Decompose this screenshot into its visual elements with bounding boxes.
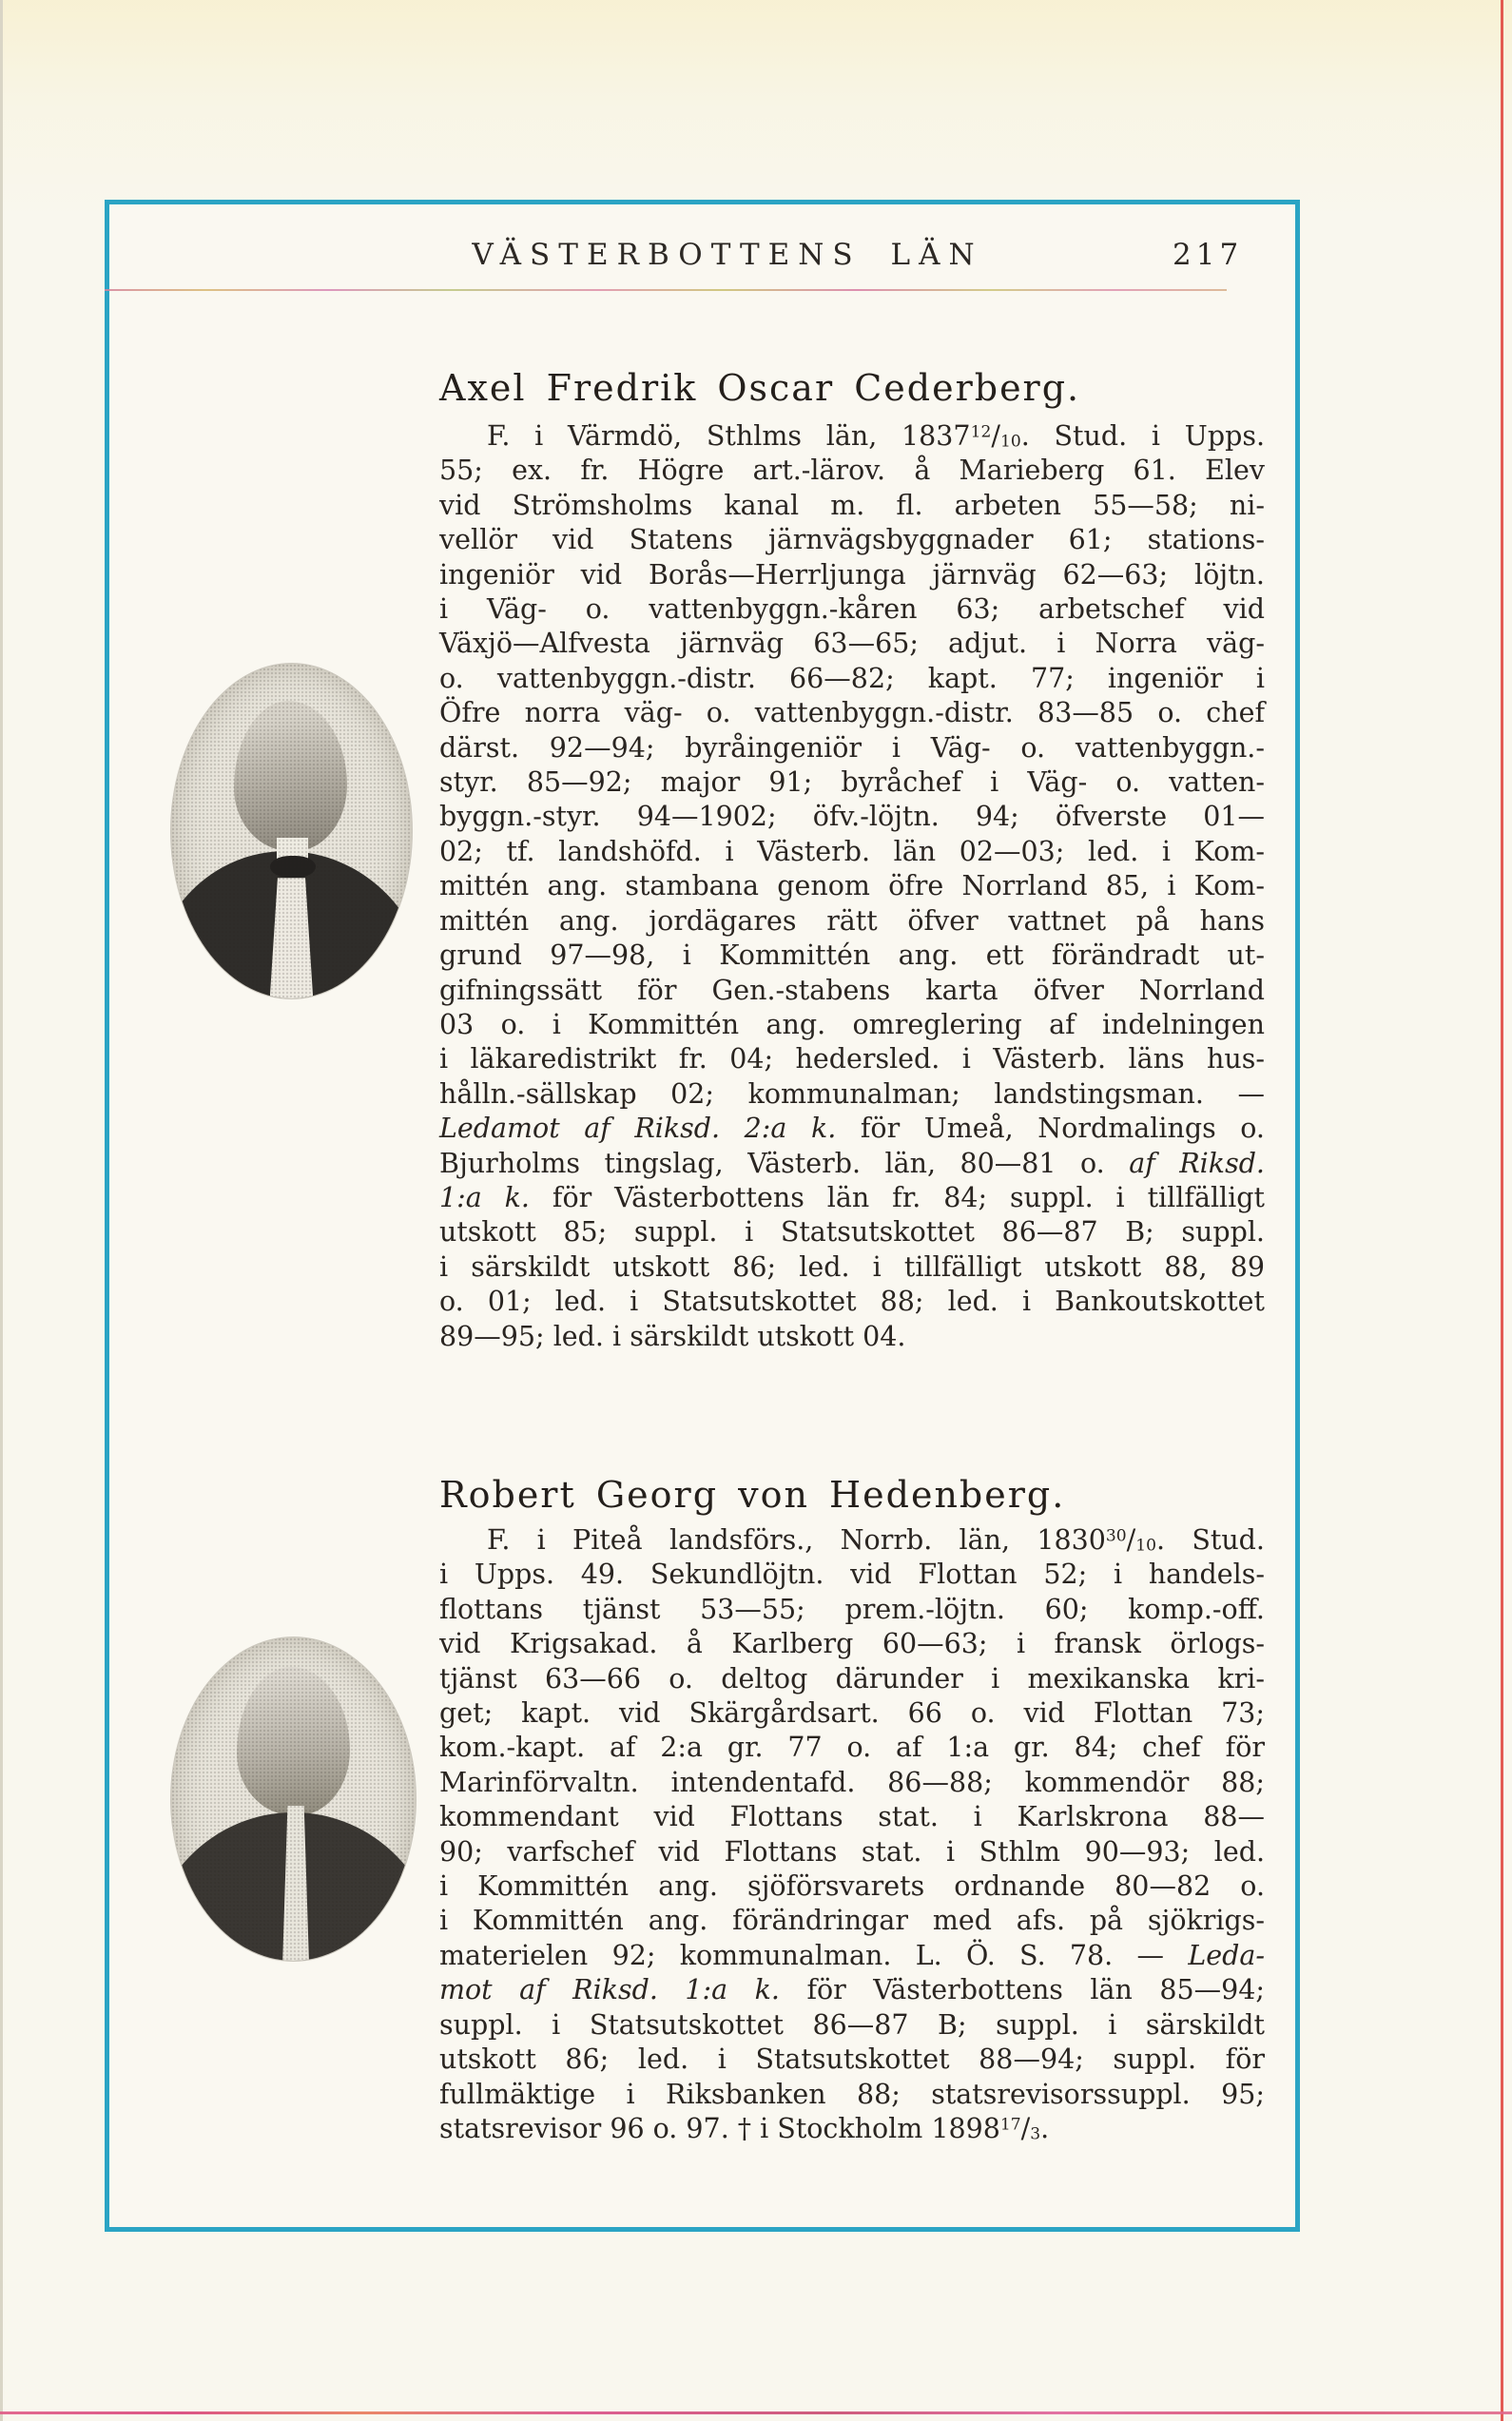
book-edge-line [1501, 0, 1503, 2421]
date-fraction: $^{12}/_{10}$ [970, 420, 1021, 452]
halftone-texture [171, 1637, 416, 1961]
text-line: o. vattenbyggn.-distr. 66—82; kapt. 77; ingeniör i [439, 662, 1265, 694]
text-line: ingeniör vid Borås—Herrljunga järnväg 62—63; löjtn. [439, 558, 1265, 591]
text-line: styr. 85—92; major 91; byråchef i Väg- o. vatten- [439, 766, 1265, 799]
text-line: byggn.-styr. 94—1902; öfv.-löjtn. 94; öfverste 01— [439, 801, 1265, 833]
text-line: Marinförvaltn. intendentafd. 86—88; kommendör 88; [439, 1766, 1265, 1798]
text-line: vellör vid Statens järnvägsbyggnader 61; stations- [439, 524, 1265, 556]
text-line: vid Strömsholms kanal m. fl. arbeten 55—58; ni- [439, 489, 1265, 521]
text-line: därst. 92—94; byråingeniör i Väg- o. vattenbyggn.- [439, 731, 1265, 764]
text-line: gifningssätt för Gen.-stabens karta öfver Norrland [439, 974, 1265, 1006]
text-line: materielen 92; kommunalman. L. Ö. S. 78. — Leda- [439, 1939, 1265, 1971]
date-fraction: $^{30}/_{10}$ [1105, 1524, 1157, 1556]
halftone-texture [171, 664, 412, 998]
text-line: 90; varfschef vid Flottans stat. i Sthlm 90—93; led. [439, 1835, 1265, 1868]
text-line: o. 01; led. i Statsutskottet 88; led. i Bankoutskottet [439, 1286, 1265, 1318]
page-left-edge [0, 0, 3, 2421]
text-line: 02; tf. landshöfd. i Västerb. län 02—03; led. i Kom- [439, 835, 1265, 867]
text-line: 03 o. i Kommittén ang. omreglering af indelningen [439, 1008, 1265, 1040]
date-fraction: $^{17}/_3$ [999, 2112, 1041, 2144]
text-line: F. i Värmdö, Sthlms län, $1837^{12}/_{10}$. Stud. i Upps. [487, 420, 1265, 452]
text-line: statsrevisor 96 o. 97. † i Stockholm $1898^{17}/_3$. [439, 2112, 1050, 2144]
entry-body [439, 419, 1265, 1354]
entry-body [439, 1523, 1265, 2146]
text-line: i Upps. 49. Sekundlöjtn. vid Flottan 52; i handels- [439, 1559, 1265, 1591]
text-line: 89—95; led. i särskildt utskott 04. [439, 1320, 906, 1352]
text-line: get; kapt. vid Skärgårdsart. 66 o. vid Flottan 73; [439, 1697, 1265, 1730]
text-line: vid Krigsakad. å Karlberg 60—63; i fransk örlogs- [439, 1628, 1265, 1660]
text-line: Öfre norra väg- o. vattenbyggn.-distr. 83—85 o. chef [439, 697, 1265, 729]
text-line: F. i Piteå landsförs., Norrb. län, $1830^{30}/_{10}$. Stud. [487, 1524, 1265, 1556]
text-line: i särskildt utskott 86; led. i tillfälligt utskott 88, 89 [439, 1250, 1265, 1283]
text-line: mot af Riksd. 1:a k. för Västerbottens län 85—94; [439, 1974, 1265, 2006]
text-line: kommendant vid Flottans stat. i Karlskrona 88— [439, 1801, 1265, 1833]
text-line: 1:a k. för Västerbottens län fr. 84; suppl. i tillfälligt [439, 1181, 1265, 1213]
text-line: utskott 86; led. i Statsutskottet 88—94; suppl. för [439, 2043, 1265, 2076]
text-line: tjänst 63—66 o. deltog därunder i mexikanska kri- [439, 1662, 1265, 1695]
text-line: i Väg- o. vattenbyggn.-kåren 63; arbetschef vid [439, 593, 1265, 626]
text-line: Bjurholms tingslag, Västerb. län, 80—81 o. af Riksd. [439, 1147, 1265, 1179]
text-line: Växjö—Alfvesta järnväg 63—65; adjut. i Norra väg- [439, 628, 1265, 660]
text-line: mittén ang. jordägares rätt öfver vattnet på hans [439, 904, 1265, 937]
entry-heading: Robert Georg von Hedenberg. [439, 1474, 1066, 1516]
text-line: kom.-kapt. af 2:a gr. 77 o. af 1:a gr. 84; chef för [439, 1732, 1265, 1764]
text-line: i läkaredistrikt fr. 04; hedersled. i Västerb. läns hus- [439, 1043, 1265, 1075]
text-line: grund 97—98, i Kommittén ang. ett förändradt ut- [439, 939, 1265, 972]
page-bottom-edge [0, 2411, 1512, 2414]
text-line: Ledamot af Riksd. 2:a k. för Umeå, Nordmalings o. [439, 1113, 1265, 1145]
portrait-photo [171, 1637, 416, 1961]
text-line: flottans tjänst 53—55; prem.-löjtn. 60; komp.-off. [439, 1593, 1265, 1625]
text-line: utskott 85; suppl. i Statsutskottet 86—87 B; suppl. [439, 1216, 1265, 1249]
text-line: hålln.-sällskap 02; kommunalman; landstingsman. — [439, 1077, 1265, 1110]
text-line: mittén ang. stambana genom öfre Norrland 85, i Kom- [439, 870, 1265, 902]
text-line: i Kommittén ang. förändringar med afs. på sjökrigs- [439, 1905, 1265, 1937]
text-line: i Kommittén ang. sjöförsvarets ordnande 80—82 o. [439, 1870, 1265, 1903]
text-line: suppl. i Statsutskottet 86—87 B; suppl. i särskildt [439, 2008, 1265, 2041]
text-line: fullmäktige i Riksbanken 88; statsrevisorssuppl. 95; [439, 2078, 1265, 2110]
text-line: 55; ex. fr. Högre art.-lärov. å Marieberg 61. Elev [439, 455, 1265, 487]
entry-heading: Axel Fredrik Oscar Cederberg. [439, 367, 1081, 409]
page-number: 217 [1173, 238, 1244, 272]
running-header: VÄSTERBOTTENS LÄN [472, 238, 983, 272]
portrait-photo [171, 664, 412, 998]
header-rule [105, 289, 1227, 291]
